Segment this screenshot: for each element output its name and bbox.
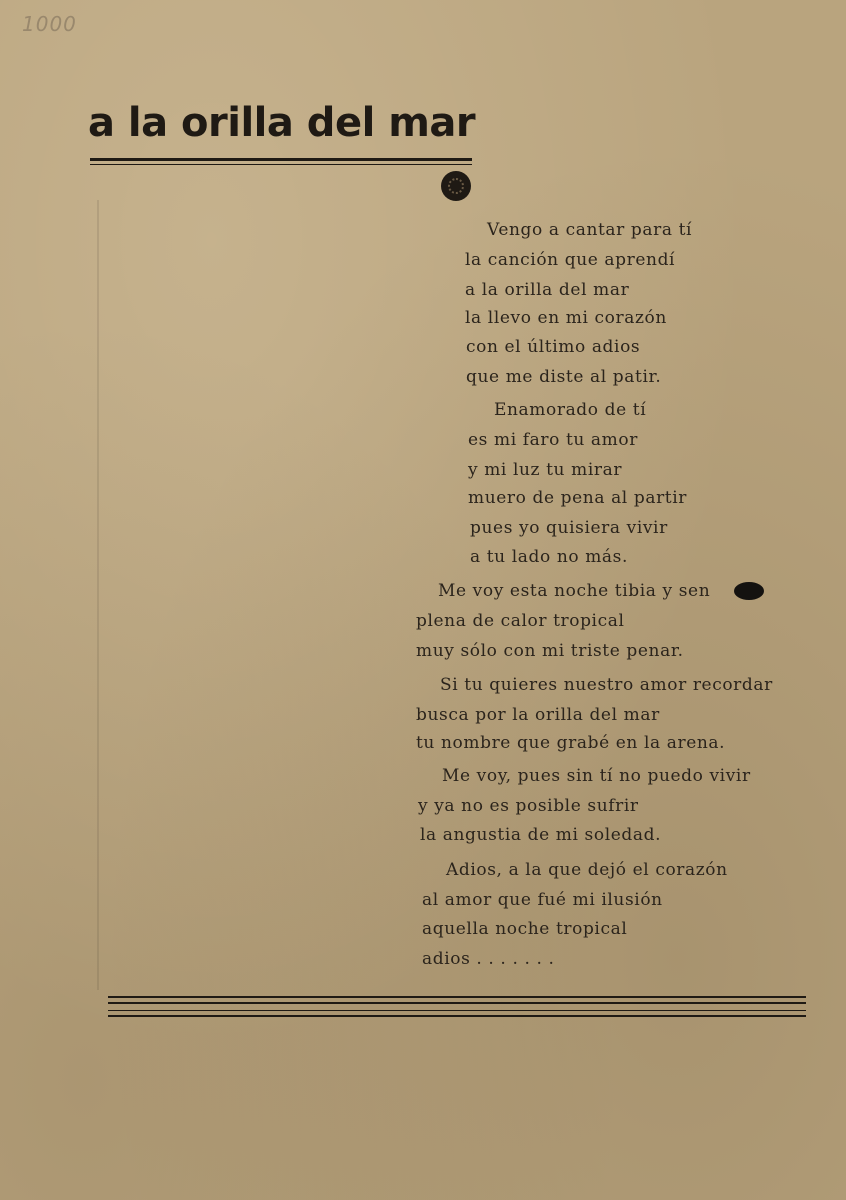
lyric-line: aquella noche tropical [422,919,628,939]
ornament-icon [441,171,471,201]
bottom-rule [108,1010,806,1011]
lyric-line: busca por la orilla del mar [416,705,660,725]
title-underline-thin [90,164,472,165]
lyric-line: tu nombre que grabé en la arena. [416,733,726,753]
title-underline [90,158,472,161]
lyric-line: Me voy, pues sin tí no puedo vivir [442,766,751,786]
lyric-line: Si tu quieres nuestro amor recordar [440,675,773,695]
lyric-line: adios . . . . . . . [422,949,555,969]
lyric-line: la canción que aprendí [465,250,676,270]
song-title: a la orilla del mar [88,100,476,146]
lyric-line: muero de pena al partir [468,488,687,508]
ink-blot [734,582,764,600]
lyric-line: con el último adios [466,337,641,357]
lyric-line: Adios, a la que dejó el corazón [446,860,728,880]
lyric-line: Enamorado de tí [494,400,647,420]
pencil-note: 1000 [22,12,77,36]
lyric-line: la llevo en mi corazón [465,308,667,328]
lyric-line: es mi faro tu amor [468,430,638,450]
margin-line [97,200,99,990]
lyric-line: plena de calor tropical [416,611,625,631]
lyric-line: que me diste al patir. [466,367,662,387]
lyric-line: y mi luz tu mirar [468,460,623,480]
bottom-rule [108,996,806,998]
lyric-line: muy sólo con mi triste penar. [416,641,684,661]
lyric-line: Me voy esta noche tibia y sen [438,581,711,601]
lyric-line: la angustia de mi soledad. [420,825,662,845]
bottom-rule [108,1002,806,1004]
lyric-line: a la orilla del mar [465,280,630,300]
lyric-line: Vengo a cantar para tí [487,220,693,240]
lyric-line: y ya no es posible sufrir [418,796,639,816]
lyric-line: al amor que fué mi ilusión [422,890,663,910]
bottom-rule [108,1015,806,1017]
lyric-line: a tu lado no más. [470,547,628,567]
lyric-line: pues yo quisiera vivir [470,518,668,538]
